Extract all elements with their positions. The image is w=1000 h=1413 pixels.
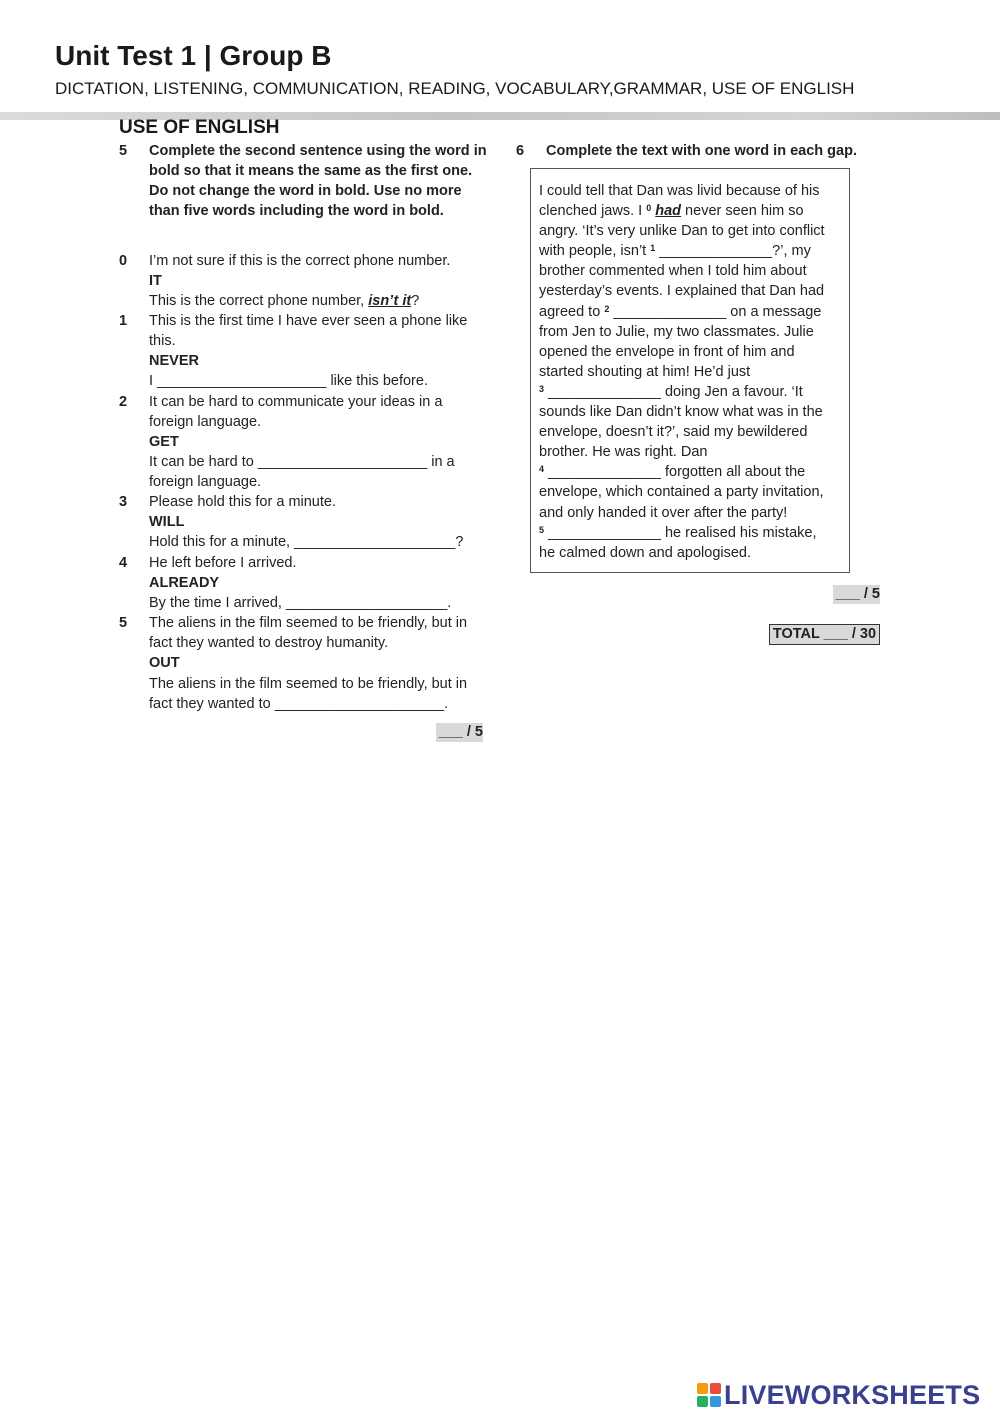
- rewrite-after: ?: [455, 534, 464, 550]
- gap-blank-4[interactable]: ______________ forgotten all about the: [544, 464, 806, 481]
- text-line: from Jen to Julie, my two classmates. Julie: [539, 323, 814, 340]
- item-rewrite: [149, 593, 489, 613]
- item-original: It can be hard to communicate your ideas in a foreign language.: [149, 394, 443, 431]
- item-original: He left before I arrived.: [149, 555, 297, 571]
- rewrite-before: The aliens in the film seemed to be friendly, but in fact they wanted to: [149, 676, 468, 713]
- total-score: TOTAL ___ / 30: [769, 624, 880, 645]
- text-line: brother commented when I told him about: [539, 263, 807, 280]
- liveworksheets-logo[interactable]: [697, 1378, 980, 1412]
- item-original: I’m not sure if this is the correct phone number.: [149, 253, 451, 269]
- logo-text: LIVEWORKSHEETS: [724, 1379, 981, 1410]
- item-original: This is the first time I have ever seen a phone like this.: [149, 313, 468, 350]
- text-line: agreed to $^2$ ______________ on a message: [539, 303, 822, 320]
- answer-blank-3[interactable]: ____________________: [294, 534, 456, 550]
- rewrite-before: Hold this for a minute,: [149, 534, 295, 550]
- item-number: 4: [119, 555, 128, 571]
- gap-blank-2[interactable]: ______________ on a message: [609, 303, 822, 320]
- text-line: clenched jaws. I $^0$ had never seen him so: [539, 203, 804, 220]
- gap-blank-5[interactable]: ______________ he realised his mistake,: [544, 524, 817, 541]
- exercise-5-instruction: Complete the second sentence using the word in bold so that it means the same as the first one. Do not change the word in bold. Use no more than five words including the word in bold.: [149, 143, 487, 220]
- text-line: started shouting at him! He’d just: [539, 363, 751, 380]
- item-rewrite: [149, 532, 489, 552]
- gap-blank-1[interactable]: ______________?’, my: [655, 243, 811, 260]
- item-number: 2: [119, 394, 128, 410]
- text-line: [539, 523, 844, 543]
- text-line: I could tell that Dan was livid because of his: [539, 183, 820, 199]
- item-keyword: NEVER: [149, 353, 199, 369]
- exercise-6-instruction: Complete the text with one word in each gap.: [546, 143, 857, 159]
- text-line: angry. ‘It’s very unlike Dan to get into conflict: [539, 223, 825, 240]
- logo-square: [710, 1383, 721, 1394]
- logo-square: [697, 1383, 708, 1394]
- item-rewrite: [149, 452, 469, 492]
- page-subtitle: DICTATION, LISTENING, COMMUNICATION, READING, VOCABULARY,GRAMMAR, USE OF ENGLISH: [55, 79, 855, 98]
- answer-blank-5[interactable]: _____________________: [274, 696, 445, 713]
- example-answer: isn’t it: [368, 293, 412, 309]
- logo-square: [697, 1396, 708, 1407]
- item-keyword: OUT: [149, 655, 180, 671]
- item-number: 3: [119, 494, 128, 510]
- rewrite-before: I: [149, 373, 158, 389]
- text-line: envelope, doesn’t it?’, said my bewildered: [539, 424, 808, 441]
- gap-fill-text: [539, 181, 844, 563]
- item-number: 0: [119, 253, 128, 269]
- rewrite-after: in a foreign language.: [149, 454, 455, 491]
- answer-blank-4[interactable]: ____________________: [286, 595, 448, 611]
- text-line: with people, isn’t $^1$ ______________?’, my: [539, 243, 811, 260]
- rewrite-before: By the time I arrived,: [149, 595, 286, 611]
- liveworksheets-logo-icon: [697, 1383, 721, 1407]
- gap-number: 1: [650, 243, 656, 254]
- item-number: 5: [119, 615, 128, 631]
- rewrite-before: This is the correct phone number,: [149, 293, 369, 309]
- gap-blank-3[interactable]: ______________ doing Jen a favour. ‘It: [544, 383, 803, 400]
- text-line: opened the envelope in front of him and: [539, 343, 795, 360]
- item-rewrite: [149, 371, 489, 391]
- text-line: [539, 382, 844, 402]
- rewrite-after: like this before.: [326, 373, 428, 389]
- item-number: 1: [119, 313, 128, 329]
- gap-number: 0: [646, 203, 652, 214]
- rewrite-after: ?: [411, 293, 420, 309]
- exercise-5-score: ___ / 5: [436, 723, 483, 742]
- gap-number: 5: [539, 524, 545, 535]
- text-line: sounds like Dan didn’t know what was in the: [539, 404, 823, 421]
- gap-number: 3: [539, 383, 545, 394]
- example-gap-answer: had: [655, 203, 682, 220]
- text-line: and only handed it over after the party!: [539, 504, 788, 521]
- exercise-5-number: 5: [119, 143, 128, 159]
- rewrite-after: .: [444, 696, 449, 713]
- item-keyword: ALREADY: [149, 575, 220, 591]
- item-original: The aliens in the film seemed to be friendly, but in fact they wanted to destroy humanity.: [149, 615, 468, 652]
- text-line: [539, 462, 844, 482]
- text-line: brother. He was right. Dan: [539, 444, 708, 461]
- rewrite-after: .: [447, 595, 452, 611]
- logo-square: [710, 1396, 721, 1407]
- text-line: he calmed down and apologised.: [539, 544, 752, 561]
- section-heading: USE OF ENGLISH: [119, 117, 280, 138]
- rewrite-before: It can be hard to: [149, 454, 258, 470]
- answer-blank-2[interactable]: _____________________: [257, 454, 428, 470]
- answer-blank-1[interactable]: _____________________: [157, 373, 327, 389]
- item-original: Please hold this for a minute.: [149, 494, 336, 510]
- gap-number: 4: [539, 464, 545, 475]
- item-keyword: IT: [149, 273, 162, 289]
- page-title: Unit Test 1 | Group B: [55, 40, 332, 71]
- exercise-6-number: 6: [516, 143, 525, 159]
- item-keyword: WILL: [149, 514, 185, 530]
- text-line: yesterday’s events. I explained that Dan had: [539, 283, 825, 300]
- item-keyword: GET: [149, 434, 179, 450]
- item-rewrite: [149, 291, 489, 311]
- text-line: envelope, which contained a party invitation,: [539, 484, 824, 501]
- exercise-6-score: ___ / 5: [833, 585, 880, 604]
- gap-number: 2: [604, 303, 610, 314]
- item-rewrite: [149, 674, 489, 714]
